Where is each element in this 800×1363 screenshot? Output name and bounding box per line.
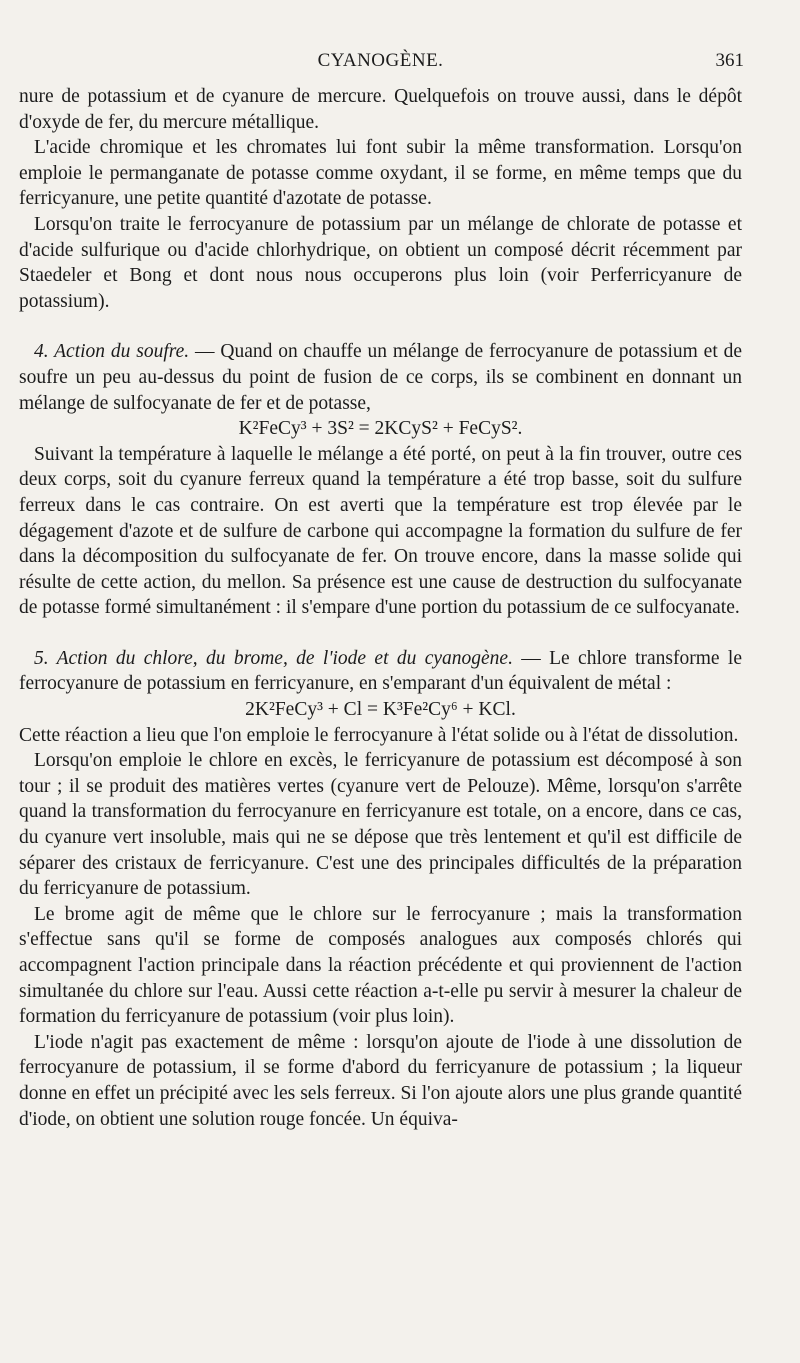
section-5-paragraph <box>19 646 742 697</box>
body-text <box>19 84 742 1132</box>
paragraph: L'iode n'agit pas exactement de même : lorsqu'on ajoute de l'iode à une dissolution de ferrocyanure de potassium, il se forme d'abord du ferricyanure de potassium ; la liqueur donne en effet un précipité avec les sels ferreux. Si l'on ajoute alors une plus grande quantité d'iode, on obtient une solution rouge foncée. Un équiva- <box>19 1031 742 1130</box>
paragraph: Lorsqu'on emploie le chlore en excès, le ferricyanure de potassium est décomposé à son tour ; il se produit des matières vertes (cyanure vert de Pelouze). Même, lorsqu'on s'arrête quand la transformation du ferrocyanure en ferricyanure est totale, on a encore, dans ce cas, du cyanure vert insoluble, mais qui ne se dépose que très lentement et qu'il est difficile de séparer des cristaux de ferricyanure. C'est une des principales difficultés de la préparation du ferricyanure de potassium. <box>19 750 742 900</box>
paragraph: Le brome agit de même que le chlore sur le ferrocyanure ; mais la transformation s'effectue sans qu'il se forme de composés analogues aux composés chlorés qui accompagnent l'action principale dans la réaction précédente et qui proviennent de l'action simultanée du chlore sur l'eau. Aussi cette réaction a-t-elle pu servir à mesurer la chaleur de formation du ferricyanure de potassium (voir plus loin). <box>19 903 742 1028</box>
equation-sulfur: K²FeCy³ + 3S² = 2KCyS² + FeCyS². <box>238 418 523 440</box>
paragraph: Cette réaction a lieu que l'on emploie le ferrocyanure à l'état solide ou à l'état de dissolution. <box>19 724 739 746</box>
paragraph: Lorsqu'on traite le ferrocyanure de potassium par un mélange de chlorate de potasse et d'acide sulfurique ou d'acide chlorhydrique, on obtient un composé décrit récemment par Staedeler et Bong et dont nous nous occuperons plus loin (voir Perferricyanure de potassium). <box>19 213 742 312</box>
equation-chlorine: 2K²FeCy³ + Cl = K³Fe²Cy⁶ + KCl. <box>245 699 516 721</box>
paragraph: Suivant la température à laquelle le mélange a été porté, on peut à la fin trouver, outre ces deux corps, soit du cyanure ferreux quand la température a été trop basse, soit du sulfure ferreux dans le cas contraire. On est averti que la température est trop élevée par le dégagement d'azote et de sulfure de carbone qui accompagne la formation du sulfure de fer dans la décomposition du sulfocyanate de fer. On trouve encore, dans la masse solide qui résulte de cette action, du mellon. Sa présence est une cause de destruction du sulfocyanate de potasse formé simultanément : il s'empare d'une portion du potassium de ce sulfocyanate. <box>19 443 742 619</box>
paragraph: nure de potassium et de cyanure de mercure. Quelquefois on trouve aussi, dans le dépôt d'oxyde de fer, du mercure métallique. <box>19 86 742 133</box>
paragraph: L'acide chromique et les chromates lui font subir la même transformation. Lorsqu'on emploie le permanganate de potasse comme oxydant, il se forme, en même temps que du ferricyanure, une petite quantité d'azotate de potasse. <box>19 137 742 210</box>
page-number: 361 <box>715 50 744 71</box>
running-header <box>19 44 742 74</box>
paragraph: Quand on chauffe un mélange de ferrocyanure de potassium et de soufre un peu au-dessus du point de fusion de ce corps, ils se combinent en donnant un mélange de sulfocyanate de fer et de potasse, <box>19 341 743 414</box>
running-title: CYANOGÈNE. <box>317 50 444 71</box>
section-4-heading: 4. Action du soufre. <box>34 341 190 363</box>
em-dash: — <box>189 341 221 363</box>
em-dash: — <box>512 647 550 669</box>
paragraph: Le chlore transforme le ferrocyanure de potassium en ferricyanure, en s'emparant d'un équivalent de métal : <box>19 647 742 695</box>
section-4-paragraph <box>19 339 742 416</box>
section-5-heading: 5. Action du chlore, du brome, de l'iode et du cyanogène. <box>34 647 513 669</box>
